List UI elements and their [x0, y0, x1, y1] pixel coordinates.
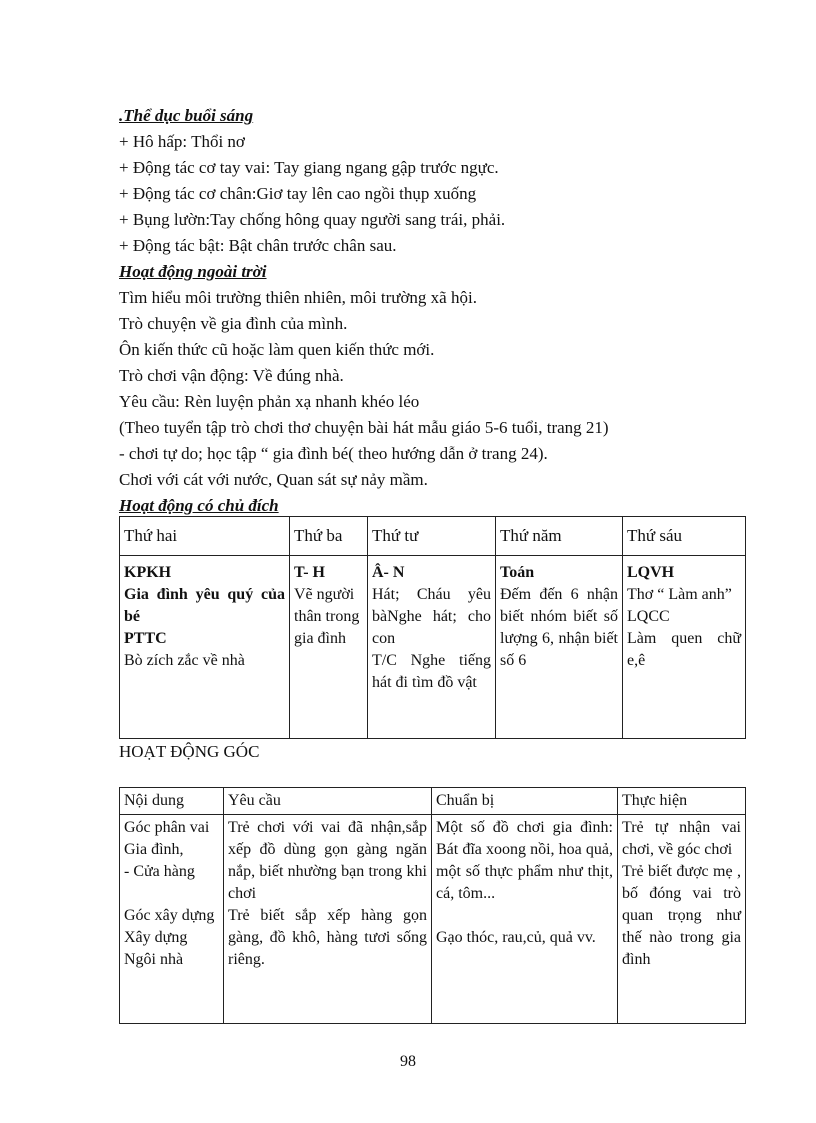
header-friday: Thứ sáu	[623, 517, 746, 556]
morning-line: + Động tác bật: Bật chân trước chân sau.	[119, 236, 397, 255]
header-requirement: Yêu cầu	[224, 788, 432, 815]
content-corner-b-item: Xây dựng	[124, 929, 188, 946]
purposeful-activity-title: Hoạt động có chủ đích	[119, 496, 279, 515]
header-wednesday: Thứ tư	[368, 517, 496, 556]
tuesday-cell	[290, 556, 368, 739]
monday-topic: Gia đình yêu quý của bé	[124, 586, 285, 625]
header-thursday: Thứ năm	[496, 517, 623, 556]
outdoor-line: Ôn kiến thức cũ hoặc làm quen kiến thức mới.	[119, 340, 435, 359]
execution-b: Trẻ biết được mẹ , bố đóng vai trò quan trọng như thế nào trong gia đình	[622, 863, 741, 968]
content-corner-a: Góc phân vai	[124, 819, 210, 836]
monday-subject-2: PTTC	[124, 630, 167, 647]
execution-a: Trẻ tự nhận vai chơi, về góc chơi	[622, 819, 741, 858]
wednesday-cell	[368, 556, 496, 739]
table-row	[120, 556, 746, 739]
header-execution: Thực hiện	[618, 788, 746, 815]
preparation-b: Gạo thóc, rau,củ, quả vv.	[436, 929, 596, 946]
thursday-cell	[496, 556, 623, 739]
outdoor-line: (Theo tuyển tập trò chơi thơ chuyện bài hát mẫu giáo 5-6 tuổi, trang 21)	[119, 418, 609, 437]
wednesday-game: T/C Nghe tiếng hát đi tìm đồ vật	[372, 652, 491, 691]
corner-activity-heading: HOẠT ĐỘNG GÓC	[119, 742, 260, 761]
friday-subject-2: LQCC	[627, 608, 670, 625]
monday-cell	[120, 556, 290, 739]
table-row	[120, 815, 746, 1024]
friday-topic: Thơ “ Làm anh”	[627, 586, 732, 603]
content-corner-b: Góc xây dựng	[124, 907, 215, 924]
wednesday-topic: Hát; Cháu yêu bàNghe hát; cho con	[372, 586, 491, 647]
tuesday-subject: T- H	[294, 564, 325, 581]
execution-cell	[618, 815, 746, 1024]
header-preparation: Chuẩn bị	[432, 788, 618, 815]
requirement-a: Trẻ chơi với vai đã nhận,sắp xếp đồ dùng gọn gàng ngăn nắp, biết nhường bạn trong khi chơi	[228, 819, 427, 902]
morning-line: + Động tác cơ tay vai: Tay giang ngang gập trước ngực.	[119, 158, 499, 177]
preparation-a: Một số đồ chơi gia đình: Bát đĩa xoong nồi, hoa quả, một số thực phẩm như thịt, cá, tôm...	[436, 819, 613, 902]
outdoor-line: Trò chơi vận động: Về đúng nhà.	[119, 366, 344, 385]
outdoor-activity-title: Hoạt động ngoài trời	[119, 262, 267, 281]
morning-line: + Động tác cơ chân:Giơ tay lên cao ngồi thụp xuống	[119, 184, 477, 203]
friday-topic-2: Làm quen chữ e,ê	[627, 630, 741, 669]
outdoor-line: Yêu cầu: Rèn luyện phản xạ nhanh khéo léo	[119, 392, 420, 411]
content-corner-b-item: Ngôi nhà	[124, 951, 184, 968]
table-header-row	[120, 517, 746, 556]
morning-line: + Bụng lườn:Tay chống hông quay người sang trái, phải.	[119, 210, 506, 229]
requirement-cell	[224, 815, 432, 1024]
thursday-topic: Đếm đến 6 nhận biết nhóm biết số lượng 6, nhận biết số 6	[500, 586, 618, 669]
content-corner-a-item: - Cửa hàng	[124, 863, 195, 880]
monday-topic-2: Bò zích zắc về nhà	[124, 652, 245, 669]
corner-activity-table	[119, 787, 746, 1024]
outdoor-line: Chơi với cát với nước, Quan sát sự nảy mầm.	[119, 470, 428, 489]
wednesday-subject: Â- N	[372, 564, 405, 581]
friday-cell	[623, 556, 746, 739]
page-number: 98	[400, 1053, 416, 1070]
table-header-row	[120, 788, 746, 815]
content-cell	[120, 815, 224, 1024]
thursday-subject: Toán	[500, 564, 535, 581]
friday-subject: LQVH	[627, 564, 675, 581]
content-corner-a-item: Gia đình,	[124, 841, 184, 858]
morning-line: + Hô hấp: Thổi nơ	[119, 132, 245, 151]
header-tuesday: Thứ ba	[290, 517, 368, 556]
preparation-cell	[432, 815, 618, 1024]
header-monday: Thứ hai	[120, 517, 290, 556]
tuesday-topic: Vẽ người thân trong gia đình	[294, 586, 360, 647]
morning-exercise-title: .Thể dục buổi sáng	[119, 106, 254, 125]
requirement-b: Trẻ biết sắp xếp hàng gọn gàng, đồ khô, hàng tươi sống riêng.	[228, 907, 427, 968]
header-content: Nội dung	[120, 788, 224, 815]
outdoor-line: - chơi tự do; học tập “ gia đình bé( theo hướng dẫn ở trang 24).	[119, 444, 548, 463]
weekly-schedule-table	[119, 516, 746, 739]
outdoor-line: Trò chuyện về gia đình của mình.	[119, 314, 348, 333]
monday-subject: KPKH	[124, 564, 172, 581]
outdoor-line: Tìm hiểu môi trường thiên nhiên, môi trường xã hội.	[119, 288, 477, 307]
